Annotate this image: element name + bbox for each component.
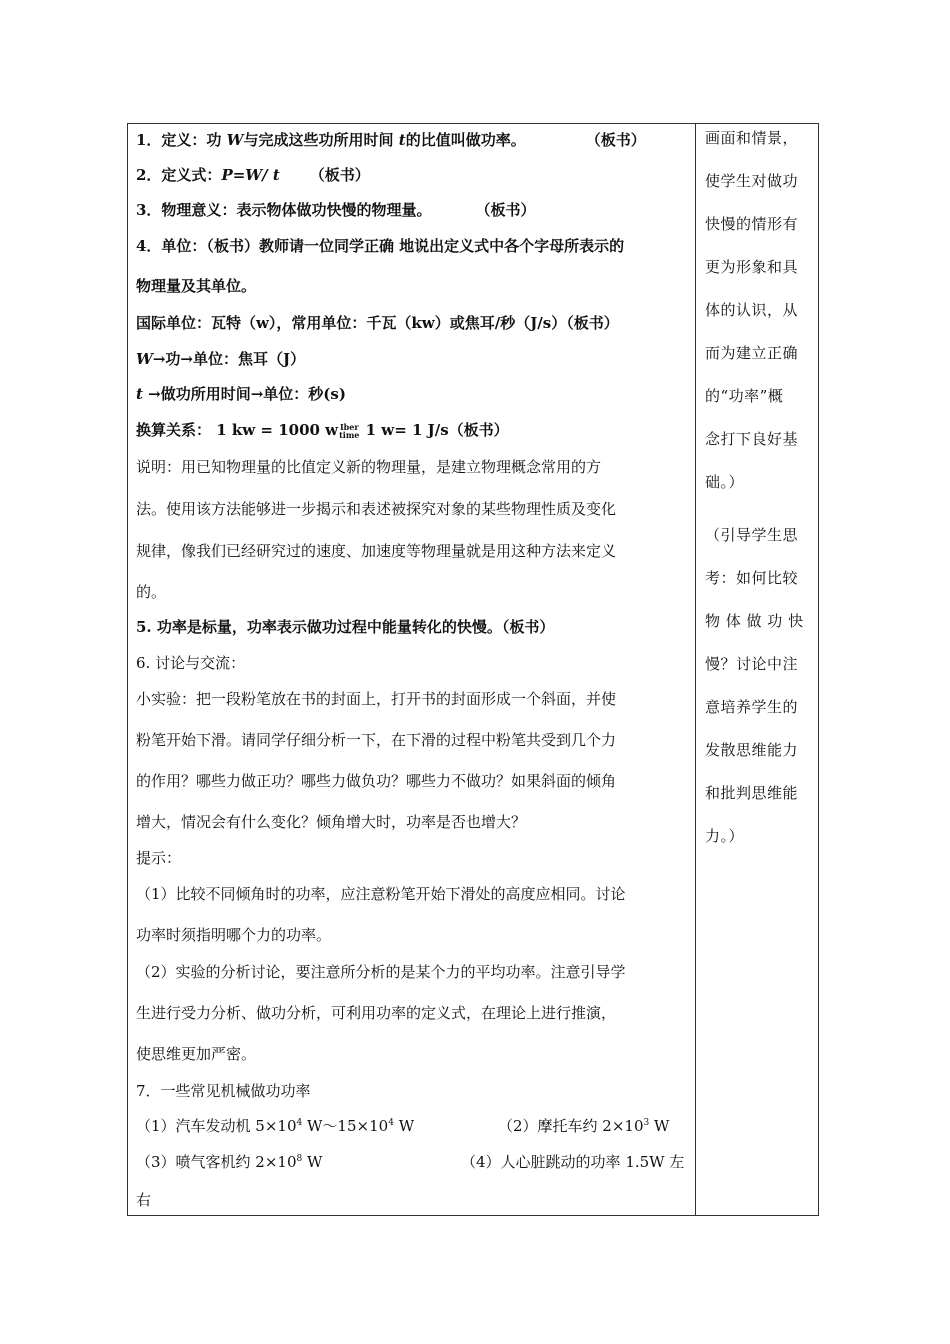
side-note-line: 的“功率”概 (705, 387, 784, 405)
side-note-line: 快慢的情形有 (705, 215, 799, 233)
formula-line: 2．定义式：P=W/ t （板书） (136, 166, 370, 184)
hint-2-line: 使思维更加严密。 (136, 1045, 257, 1063)
side-note-line: 体的认识，从 (705, 301, 799, 319)
note-paragraph-line: 法。使用该方法能够进一步揭示和表述被探究对象的某些物理性质及变化 (136, 500, 617, 518)
machines-line-2: （3）喷气客机约 $2\times 10^8$ W （4）人心脏跳动的功率 1.5W 左 (136, 1153, 685, 1171)
note-paragraph-line: 说明：用已知物理量的比值定义新的物理量，是建立物理概念常用的方 (136, 458, 602, 476)
scalar-line: 5. 功率是标量，功率表示做功过程中能量转化的快慢。（板书） (136, 618, 555, 636)
side-note-line: 更为形象和具 (705, 258, 799, 276)
unit-line-2: 物理量及其单位。 (136, 277, 257, 295)
machines-line-1: （1）汽车发动机 $5\times 10^4$ $W\sim 15\times 10^4$ W （2）摩托车约 $2\times 10^3$ W (136, 1117, 670, 1135)
side-note-line: 础。） (705, 473, 745, 491)
si-unit-line: 国际单位：瓦特（w），常用单位：千瓦（kw）或焦耳/秒（J/s）（板书） (136, 314, 619, 332)
hint-1-line: 功率时须指明哪个力的功率。 (136, 926, 332, 944)
hint-heading: 提示： (136, 849, 182, 867)
side-gap (705, 515, 812, 525)
side-note-line: 考：如何比较 (705, 569, 799, 587)
fraction-mark: Iber time (339, 422, 360, 440)
side-note-line: 和批判思维能 (705, 784, 799, 802)
side-note-line: 意培养学生的 (705, 698, 799, 716)
definition-line: 1．定义：功 W与完成这些功所用时间 t的比值叫做功率。 （板书） (136, 131, 646, 149)
experiment-line: 增大，情况会有什么变化？倾角增大时，功率是否也增大？ (136, 813, 527, 831)
side-note-line: 力。） (705, 827, 745, 845)
conversion-line: 换算关系： 1 kw = 1000 w Iber time 1 w= 1 J/s（板书） (136, 421, 509, 440)
side-note-line: 画面和情景， (705, 129, 799, 147)
side-note-line: 发散思维能力 (705, 741, 799, 759)
side-note-line: 念打下良好基 (705, 430, 799, 448)
experiment-line: 的作用？哪些力做正功？哪些力做负功？哪些力不做功？如果斜面的倾角 (136, 772, 617, 790)
side-note-line: 而为建立正确 (705, 344, 799, 362)
experiment-line: 小实验：把一段粉笔放在书的封面上，打开书的封面形成一个斜面，并使 (136, 690, 617, 708)
side-note-line: 慢？讨论中注 (705, 655, 799, 673)
discussion-heading: 6. 讨论与交流： (136, 654, 246, 672)
notes-column (696, 124, 818, 1215)
hint-1-line: （1）比较不同倾角时的功率，应注意粉笔开始下滑处的高度应相同。讨论 (136, 885, 626, 903)
hint-2-line: 生进行受力分析、做功分析，可利用功率的定义式，在理论上进行推演， (136, 1004, 617, 1022)
time-unit-line: t →做功所用时间→单位：秒(s) (136, 385, 346, 403)
side-note-line: 物 体 做 功 快 (705, 612, 804, 630)
hint-2-line: （2）实验的分析讨论，要注意所分析的是某个力的平均功率。注意引导学 (136, 963, 626, 981)
work-unit-line: W→功→单位：焦耳（J） (136, 350, 306, 368)
lesson-table (127, 123, 819, 1216)
experiment-line: 粉笔开始下滑。请同学仔细分析一下，在下滑的过程中粉笔共受到几个力 (136, 731, 617, 749)
side-note-line: 使学生对做功 (705, 172, 799, 190)
machines-heading: 7．一些常见机械做功功率 (136, 1082, 311, 1100)
note-paragraph-line: 规律，像我们已经研究过的速度、加速度等物理量就是用这种方法来定义 (136, 542, 617, 560)
side-note-line: （引导学生思 (705, 526, 799, 544)
machines-line-3: 右 (136, 1191, 152, 1209)
meaning-line: 3．物理意义：表示物体做功快慢的物理量。 （板书） (136, 201, 536, 219)
note-paragraph-line: 的。 (136, 583, 167, 601)
content-column (128, 124, 696, 1215)
unit-line-1: 4．单位：（板书）教师请一位同学正确 地说出定义式中各个字母所表示的 (136, 237, 625, 255)
